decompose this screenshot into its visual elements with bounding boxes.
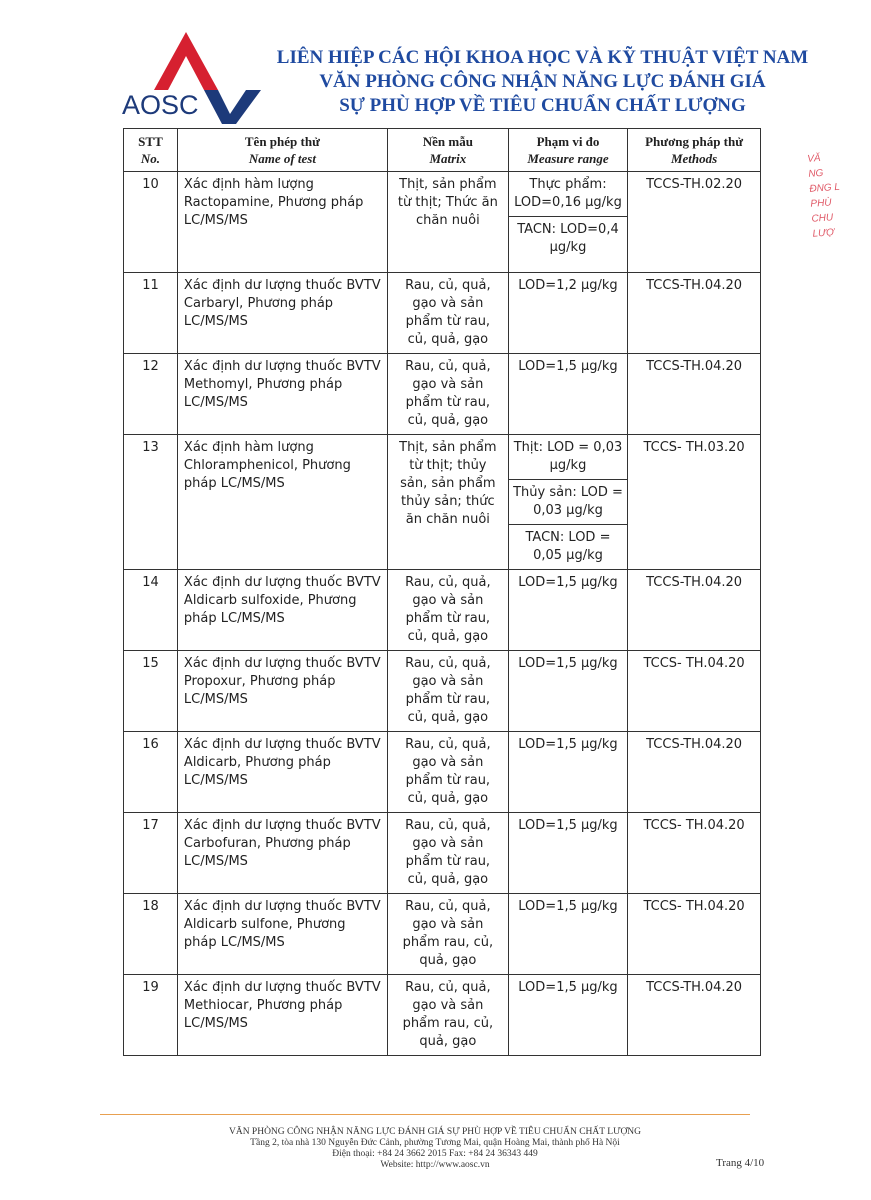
cell-name: Xác định dư lượng thuốc BVTV Carbofuran, Phương pháp LC/MS/MS bbox=[177, 813, 387, 894]
table-row bbox=[124, 813, 761, 894]
cell-method: TCCS-TH.04.20 bbox=[628, 273, 761, 354]
cell-range bbox=[508, 172, 627, 273]
table-row bbox=[124, 172, 761, 273]
range-entry: TACN: LOD=0,4 µg/kg bbox=[517, 222, 619, 255]
range-entry: Thủy sản: LOD = 0,03 µg/kg bbox=[509, 480, 627, 525]
col-stt: STT No. bbox=[124, 129, 178, 172]
table-header-row bbox=[124, 129, 761, 172]
cell-range bbox=[508, 273, 627, 354]
table-row bbox=[124, 894, 761, 975]
red-stamp: VĂ NG ĐNG L PHÙ CHU LƯỢ bbox=[806, 152, 841, 240]
table-row bbox=[124, 975, 761, 1056]
cell-matrix: Rau, củ, quả, gạo và sản phẩm từ rau, củ, quả, gạo bbox=[387, 651, 508, 732]
cell-stt: 17 bbox=[124, 813, 178, 894]
cell-method: TCCS-TH.04.20 bbox=[628, 354, 761, 435]
cell-stt: 13 bbox=[124, 435, 178, 570]
cell-method: TCCS- TH.04.20 bbox=[628, 894, 761, 975]
range-entry: Thực phẩm: LOD=0,16 µg/kg bbox=[509, 172, 627, 217]
range-entry: LOD=1,5 µg/kg bbox=[518, 656, 618, 671]
col-matrix: Nền mẫu Matrix bbox=[387, 129, 508, 172]
table-row bbox=[124, 732, 761, 813]
cell-name: Xác định dư lượng thuốc BVTV Methiocar, Phương pháp LC/MS/MS bbox=[177, 975, 387, 1056]
org-line-3: SỰ PHÙ HỢP VỀ TIÊU CHUẨN CHẤT LƯỢNG bbox=[339, 95, 746, 116]
footer-divider bbox=[100, 1114, 750, 1115]
table-row bbox=[124, 651, 761, 732]
cell-method: TCCS-TH.04.20 bbox=[628, 975, 761, 1056]
range-entry: TACN: LOD = 0,05 µg/kg bbox=[525, 530, 611, 563]
cell-range bbox=[508, 813, 627, 894]
cell-stt: 18 bbox=[124, 894, 178, 975]
cell-matrix: Rau, củ, quả, gạo và sản phẩm từ rau, củ, quả, gạo bbox=[387, 732, 508, 813]
test-scope-table bbox=[123, 128, 761, 1056]
table-row bbox=[124, 354, 761, 435]
range-entry: LOD=1,5 µg/kg bbox=[518, 899, 618, 914]
cell-matrix: Thịt, sản phẩm từ thịt; thủy sản, sản phẩm thủy sản; thức ăn chăn nuôi bbox=[387, 435, 508, 570]
cell-matrix: Rau, củ, quả, gạo và sản phẩm từ rau, củ, quả, gạo bbox=[387, 354, 508, 435]
cell-range bbox=[508, 651, 627, 732]
cell-matrix: Rau, củ, quả, gạo và sản phẩm từ rau, củ, quả, gạo bbox=[387, 273, 508, 354]
organization-header bbox=[270, 46, 815, 118]
table-row bbox=[124, 273, 761, 354]
cell-range bbox=[508, 975, 627, 1056]
org-line-2: VĂN PHÒNG CÔNG NHẬN NĂNG LỰC ĐÁNH GIÁ bbox=[319, 71, 766, 92]
cell-stt: 10 bbox=[124, 172, 178, 273]
cell-stt: 14 bbox=[124, 570, 178, 651]
table-row bbox=[124, 570, 761, 651]
range-entry: Thịt: LOD = 0,03 µg/kg bbox=[509, 435, 627, 480]
range-entry: LOD=1,5 µg/kg bbox=[518, 359, 618, 374]
col-name: Tên phép thử Name of test bbox=[177, 129, 387, 172]
cell-stt: 12 bbox=[124, 354, 178, 435]
cell-name: Xác định hàm lượng Chloramphenicol, Phương pháp LC/MS/MS bbox=[177, 435, 387, 570]
cell-matrix: Rau, củ, quả, gạo và sản phẩm rau, củ, quả, gạo bbox=[387, 894, 508, 975]
table-row bbox=[124, 435, 761, 570]
footer bbox=[180, 1127, 690, 1171]
cell-stt: 11 bbox=[124, 273, 178, 354]
cell-method: TCCS-TH.04.20 bbox=[628, 732, 761, 813]
footer-phone: Điện thoại: +84 24 3662 2015 Fax: +84 24 36343 449 bbox=[332, 1149, 538, 1159]
cell-matrix: Rau, củ, quả, gạo và sản phẩm rau, củ, quả, gạo bbox=[387, 975, 508, 1056]
cell-method: TCCS-TH.02.20 bbox=[628, 172, 761, 273]
col-range: Phạm vi đo Measure range bbox=[508, 129, 627, 172]
cell-stt: 15 bbox=[124, 651, 178, 732]
cell-method: TCCS- TH.04.20 bbox=[628, 651, 761, 732]
cell-stt: 19 bbox=[124, 975, 178, 1056]
footer-org: VĂN PHÒNG CÔNG NHẬN NĂNG LỰC ĐÁNH GIÁ SỰ PHÙ HỢP VỀ TIÊU CHUẨN CHẤT LƯỢNG bbox=[228, 1127, 642, 1137]
org-line-1: LIÊN HIỆP CÁC HỘI KHOA HỌC VÀ KỸ THUẬT VIỆT NAM bbox=[276, 47, 809, 68]
cell-range bbox=[508, 435, 627, 570]
footer-website: Website: http://www.aosc.vn bbox=[380, 1160, 490, 1170]
cell-name: Xác định hàm lượng Ractopamine, Phương pháp LC/MS/MS bbox=[177, 172, 387, 273]
cell-range bbox=[508, 732, 627, 813]
cell-method: TCCS- TH.04.20 bbox=[628, 813, 761, 894]
cell-name: Xác định dư lượng thuốc BVTV Aldicarb, Phương pháp LC/MS/MS bbox=[177, 732, 387, 813]
cell-method: TCCS-TH.04.20 bbox=[628, 570, 761, 651]
range-entry: LOD=1,5 µg/kg bbox=[518, 575, 618, 590]
cell-name: Xác định dư lượng thuốc BVTV Aldicarb sulfone, Phương pháp LC/MS/MS bbox=[177, 894, 387, 975]
cell-method: TCCS- TH.03.20 bbox=[628, 435, 761, 570]
range-entry: LOD=1,5 µg/kg bbox=[518, 980, 618, 995]
col-method: Phương pháp thử Methods bbox=[628, 129, 761, 172]
cell-name: Xác định dư lượng thuốc BVTV Methomyl, Phương pháp LC/MS/MS bbox=[177, 354, 387, 435]
cell-stt: 16 bbox=[124, 732, 178, 813]
footer-address: Tầng 2, tòa nhà 130 Nguyễn Đức Cảnh, phường Tương Mai, quận Hoàng Mai, thành phố Hà Nội bbox=[250, 1138, 620, 1148]
page-number: Trang 4/10 bbox=[716, 1157, 765, 1169]
cell-matrix: Rau, củ, quả, gạo và sản phẩm từ rau, củ, quả, gạo bbox=[387, 570, 508, 651]
range-entry: LOD=1,5 µg/kg bbox=[518, 737, 618, 752]
cell-range bbox=[508, 894, 627, 975]
cell-name: Xác định dư lượng thuốc BVTV Propoxur, Phương pháp LC/MS/MS bbox=[177, 651, 387, 732]
cell-name: Xác định dư lượng thuốc BVTV Aldicarb sulfoxide, Phương pháp LC/MS/MS bbox=[177, 570, 387, 651]
cell-matrix: Thịt, sản phẩm từ thịt; Thức ăn chăn nuôi bbox=[387, 172, 508, 273]
cell-range bbox=[508, 570, 627, 651]
range-entry: LOD=1,5 µg/kg bbox=[518, 818, 618, 833]
logo-text: AOSC bbox=[122, 90, 199, 120]
cell-matrix: Rau, củ, quả, gạo và sản phẩm từ rau, củ, quả, gạo bbox=[387, 813, 508, 894]
cell-range bbox=[508, 354, 627, 435]
range-entry: LOD=1,2 µg/kg bbox=[518, 278, 618, 293]
cell-name: Xác định dư lượng thuốc BVTV Carbaryl, Phương pháp LC/MS/MS bbox=[177, 273, 387, 354]
